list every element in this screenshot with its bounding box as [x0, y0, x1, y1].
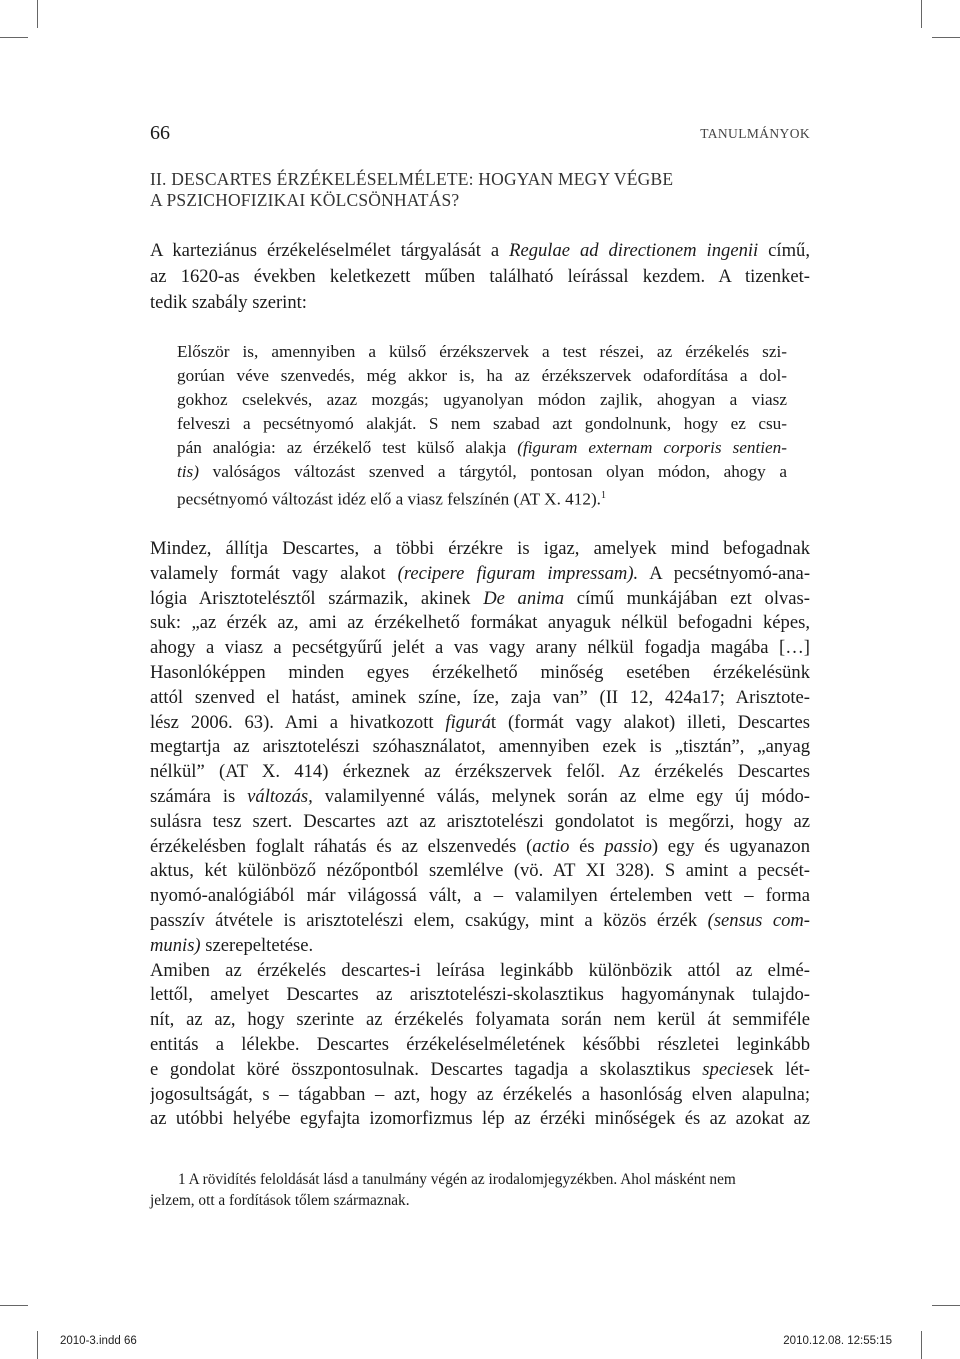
- text-run: pecsétnyomó változást idéz elő a viasz felszínén (AT X. 412).: [177, 489, 601, 508]
- text-line: [150, 264, 810, 290]
- text-run: ahogy a viasz a pecsétgyűrű jelét a vas vagy arany nélkül fogadja magába […]: [150, 637, 810, 659]
- text-run: Hasonlóképpen minden egyes érzékelhető minőség esetében érzékelésünk: [150, 662, 810, 683]
- italic-text: Regulae ad directionem ingenii: [509, 240, 759, 261]
- text-run: gokhoz cselekvés, azaz mozgás; ugyanolyan módon zajlik, ahogyan a viasz: [177, 390, 787, 409]
- italic-text: változás,: [247, 786, 313, 807]
- text-run: nít, az az, hogy szerinte az érzékelés folyamata során nem kerül át semmiféle: [150, 1009, 810, 1031]
- crop-mark: [921, 1331, 922, 1359]
- text-line: [150, 711, 810, 736]
- text-run: nélkül” (AT X. 414) érkeznek az érzékszervek felől. Az érzékelés Descartes: [150, 761, 810, 783]
- text-line: [150, 835, 810, 860]
- text-line: [150, 884, 810, 909]
- text-run: és: [569, 835, 605, 857]
- text-run: tedik szabály szerint:: [150, 292, 307, 313]
- heading-line: II. DESCARTES ÉRZÉKELÉSELMÉLETE: HOGYAN MEGY VÉGBE: [150, 169, 674, 189]
- text-run: szerepeltetése.: [200, 934, 314, 956]
- italic-text: (recipere figuram impressam).: [397, 562, 639, 584]
- text-run: valóságos változást szenved a tárgytól, pontosan olyan módon, ahogy a: [198, 462, 787, 481]
- text-run: attól szenved el hatást, aminek színe, íze, zaja van” (II 12, 424a17; Arisztote-: [150, 686, 810, 708]
- text-run: megtartja az arisztotelészi szóhasználatot, amennyiben ezek is „tisztán”, „anyag: [150, 736, 810, 758]
- italic-text: tis): [177, 462, 199, 481]
- footnote-marker: 1: [178, 1171, 186, 1188]
- text-run: Amiben az érzékelés descartes-i leírása leginkább különbözik attól az elmé-: [150, 959, 810, 981]
- crop-mark: [921, 0, 922, 28]
- text-run: ) egy és ugyanazon: [651, 835, 810, 857]
- section-label: TANULMÁNYOK: [700, 126, 810, 141]
- italic-text: species: [702, 1058, 756, 1080]
- text-run: entitás a lélekbe. Descartes érzékeléselméletének későbbi részletei leginkább: [150, 1034, 810, 1055]
- crop-mark: [0, 37, 28, 38]
- text-line: [177, 364, 787, 388]
- text-run: az 1620-as években keletkezett műben található leírással kezdem. A tizenket-: [150, 266, 810, 287]
- text-run: gorúan véve szenvedés, még akkor is, ha az érzékszervek odafordítása a dol-: [177, 366, 787, 385]
- text-run: lógia Arisztotelésztől származik, akinek: [150, 587, 484, 609]
- crop-mark: [932, 1305, 960, 1306]
- text-run: valamilyenné válás, melynek során az elme egy új módo-: [312, 786, 810, 807]
- text-line: [150, 909, 810, 934]
- footnote-reference[interactable]: 1: [600, 490, 606, 501]
- text-run: érzékelésben foglalt ráhatás és az elszenvedés (: [150, 835, 533, 857]
- print-slug-file: 2010-3.indd 66: [60, 1335, 137, 1347]
- crop-mark: [37, 1331, 38, 1359]
- text-line: [177, 340, 787, 364]
- running-header: [150, 122, 810, 150]
- text-run: Először is, amennyiben a külső érzékszervek a test részei, az érzékelés szi-: [177, 342, 787, 361]
- footnote-text: A rövidítés feloldását lásd a tanulmány végén az irodalomjegyzékben. Ahol másként nem: [185, 1171, 736, 1188]
- text-line: [150, 1058, 810, 1083]
- text-run: valamely formát vagy alakot: [150, 562, 398, 584]
- text-line: [150, 760, 810, 785]
- text-line: [150, 1107, 810, 1132]
- text-line: [150, 785, 810, 810]
- text-run: című munkájában ezt olvas-: [564, 587, 810, 609]
- text-line: [150, 290, 810, 316]
- text-line: [150, 1008, 810, 1033]
- text-line: [177, 412, 787, 436]
- text-run: felveszi a pecsétnyomó alakját. S nem szabad azt gondolnunk, hogy ez csu-: [177, 414, 787, 433]
- text-line: [150, 859, 810, 884]
- text-line: [150, 537, 810, 562]
- text-line: [150, 661, 810, 686]
- italic-text: actio: [532, 835, 570, 857]
- text-run: az utóbbi helyébe egyfajta izomorfizmus lép az érzéki minőségek és az azokat az: [150, 1108, 810, 1130]
- text-line: [177, 388, 787, 412]
- text-line: [150, 735, 810, 760]
- text-line: [150, 636, 810, 661]
- text-run: A pecsétnyomó-ana-: [638, 562, 810, 584]
- italic-text: De anima: [483, 587, 565, 609]
- text-line: [150, 934, 810, 959]
- text-line: [177, 460, 787, 484]
- text-run: lettől, amelyet Descartes az arisztotelészi-skolasztikus hagyománynak tulajdo-: [150, 984, 810, 1006]
- heading-line: A PSZICHOFIZIKAI KÖLCSÖNHATÁS?: [150, 190, 460, 210]
- text-run: suk: „az érzék az, ami az érzékelhető formákat anyaguk nélkül befogadni képes,: [150, 612, 810, 634]
- text-run: aktus, két különböző nézőpontból szemlélve (vö. AT XI 328). S amint a pecsét-: [150, 860, 810, 882]
- text-run: A karteziánus érzékeléselmélet tárgyalását a: [150, 240, 510, 261]
- crop-mark: [0, 1305, 28, 1306]
- text-line: [150, 983, 810, 1008]
- footnote-text: jelzem, ott a fordítások tőlem származnak.: [150, 1192, 410, 1209]
- text-run: jogosultságát, s – tágabban – azt, hogy az érzékelés a hasonlóság elven alapulna;: [150, 1083, 810, 1105]
- crop-mark: [932, 37, 960, 38]
- text-run: sulásra tesz szert. Descartes azt az arisztotelészi gondolatot is megőrzi, hogy az: [150, 810, 810, 832]
- text-run: lész 2006. 63). Ami a hivatkozott: [150, 711, 446, 733]
- italic-text: munis): [150, 934, 201, 956]
- text-run: számára is: [150, 786, 248, 807]
- text-line: [150, 686, 810, 711]
- text-run: nyomó-analógiából már világossá vált, a – valamilyen értelemben vett – forma: [150, 885, 810, 907]
- print-slug-date: 2010.12.08. 12:55:15: [783, 1335, 892, 1347]
- italic-text: figurá: [445, 711, 491, 733]
- text-run: e gondolat köré összpontosulnak. Descartes tagadja a skolasztikus: [150, 1058, 703, 1080]
- text-run: ek lét-: [756, 1058, 810, 1080]
- text-line: [150, 587, 810, 612]
- text-run: passzív átvétele is arisztotelészi elem, csakúgy, mint a közös érzék: [150, 910, 708, 931]
- text-line: [150, 959, 810, 984]
- footnote: [150, 1169, 810, 1211]
- text-line: [150, 238, 810, 264]
- italic-text: passio: [604, 835, 652, 857]
- text-run: pán analógia: az érzékelő test külső alakja: [177, 438, 518, 457]
- text-run: t (formát vagy alakot) illeti, Descartes: [490, 711, 810, 733]
- text-line: [177, 484, 787, 508]
- text-line: [150, 1083, 810, 1108]
- text-line: [177, 436, 787, 460]
- text-run: Mindez, állítja Descartes, a többi érzékre is igaz, amelyek mind befogadnak: [150, 538, 810, 559]
- section-heading: [150, 169, 810, 211]
- text-line: [150, 611, 810, 636]
- italic-text: (sensus com-: [707, 910, 810, 931]
- text-line: [150, 562, 810, 587]
- text-line: [150, 1033, 810, 1058]
- italic-text: (figuram externam corporis sentien-: [517, 438, 787, 457]
- text-run: című,: [758, 240, 810, 261]
- crop-mark: [37, 0, 38, 28]
- page-number: 66: [150, 122, 170, 144]
- text-line: [150, 810, 810, 835]
